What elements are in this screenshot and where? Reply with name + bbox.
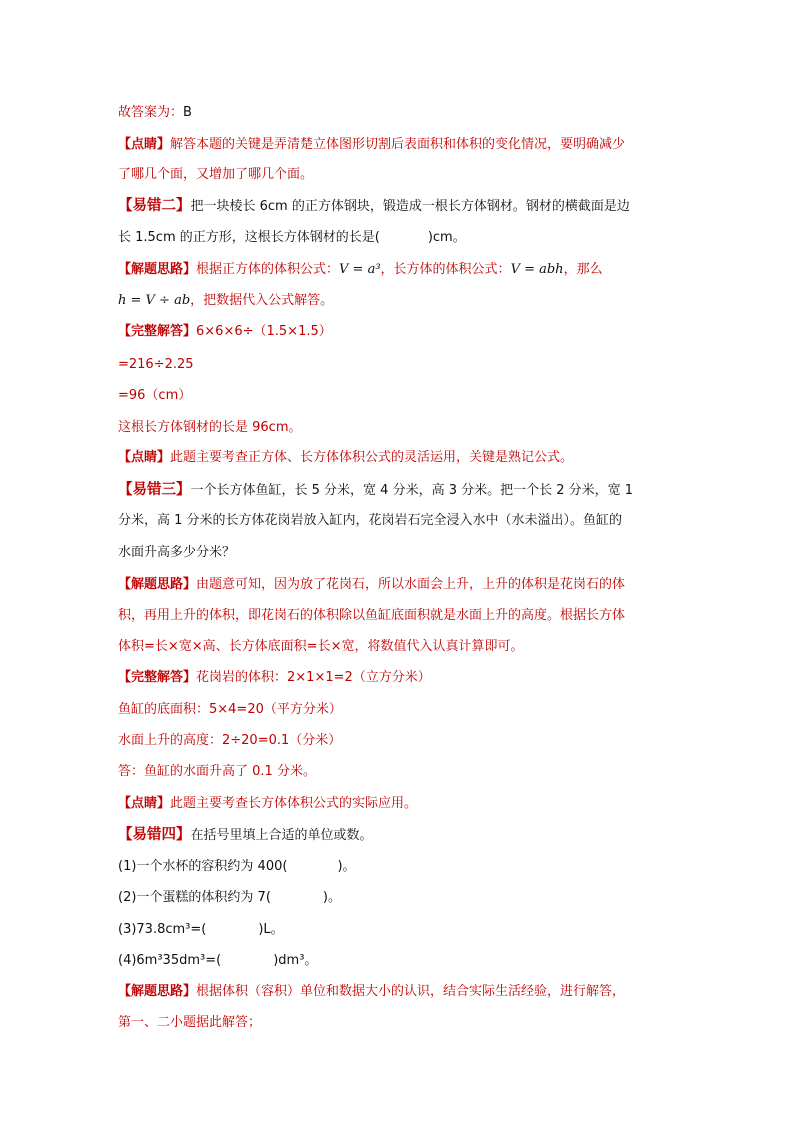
formula-height: h = V ÷ ab (118, 293, 191, 308)
solution3-line4: 答：鱼缸的水面升高了 0.1 分米。 (118, 764, 316, 779)
question-4: (4)6m³35dm³=( )dm³。 (118, 953, 318, 968)
error3-line2: 分米，高 1 分米的长方体花岗岩放入缸内，花岗岩石完全浸入水中（水未溢出）。鱼缸的 (118, 513, 623, 528)
tip1-line2: 了哪几个面，又增加了哪几个面。 (118, 167, 314, 182)
tip-tag: 【点睛】 (118, 450, 171, 465)
idea4-line1: 【解题思路】根据体积（容积）单位和数据大小的认识，结合实际生活经验，进行解答， (118, 984, 626, 999)
answer-line (118, 103, 192, 123)
idea4-line2: 第一、二小题据此解答； (118, 1015, 262, 1030)
tip2-line: 【点睛】此题主要考查正方体、长方体体积公式的灵活运用，关键是熟记公式。 (118, 450, 574, 465)
question-2: (2)一个蛋糕的体积约为 7( )。 (118, 890, 341, 905)
idea-tag: 【解题思路】 (118, 577, 197, 592)
idea3-line1: 【解题思路】由题意可知，因为放了花岗石，所以水面会上升，上升的体积是花岗石的体 (118, 577, 626, 592)
idea2-line1: 【解题思路】根据正方体的体积公式：V = a³，长方体的体积公式：V = abh，那么 (118, 262, 603, 277)
idea3-line2: 积，再用上升的体积，即花岗石的体积除以鱼缸底面积就是水面上升的高度。根据长方体 (118, 608, 626, 623)
tip3-line: 【点睛】此题主要考查长方体体积公式的实际应用。 (118, 796, 418, 811)
tip-tag: 【点睛】 (118, 137, 171, 152)
error2-line1: 【易错二】把一块棱长 6cm 的正方体钢块，锻造成一根长方体钢材。钢材的横截面是边 (118, 198, 630, 214)
formula-cuboid-volume: V = abh (510, 262, 564, 277)
solution2-line3: =96（cm） (118, 388, 192, 403)
solution-tag: 【完整解答】 (118, 670, 197, 685)
idea3-line3: 体积=长×宽×高、长方体底面积=长×宽，将数值代入认真计算即可。 (118, 639, 524, 654)
question-1: (1)一个水杯的容积约为 400( )。 (118, 859, 356, 874)
error4-line: 【易错四】在括号里填上合适的单位或数。 (118, 827, 373, 843)
error2-line2: 长 1.5cm 的正方形，这根长方体钢材的长是( )cm。 (118, 230, 466, 245)
tip1-line1: 【点睛】解答本题的关键是弄清楚立体图形切割后表面积和体积的变化情况，要明确减少 (118, 137, 626, 152)
idea-tag: 【解题思路】 (118, 262, 197, 277)
solution3-line1: 【完整解答】花岗岩的体积：2×1×1=2（立方分米） (118, 670, 431, 685)
formula-cube-volume: V = a³ (339, 262, 381, 277)
idea-tag: 【解题思路】 (118, 984, 197, 999)
answer-value: B (183, 105, 192, 120)
solution3-line3: 水面上升的高度：2÷20=0.1（分米） (118, 733, 342, 748)
error-tag: 【易错三】 (118, 482, 191, 498)
solution2-line2: =216÷2.25 (118, 357, 194, 372)
error3-line3: 水面升高多少分米？ (118, 545, 236, 560)
answer-prefix: 故答案为： (118, 105, 184, 120)
question-3: (3)73.8cm³=( )L。 (118, 922, 284, 937)
tip-tag: 【点睛】 (118, 796, 171, 811)
solution2-line4: 这根长方体钢材的长是 96cm。 (118, 420, 302, 435)
idea2-line2: h = V ÷ ab，把数据代入公式解答。 (118, 293, 334, 308)
error-tag: 【易错四】 (118, 827, 191, 843)
solution2-line1: 【完整解答】6×6×6÷（1.5×1.5） (118, 324, 332, 339)
solution-tag: 【完整解答】 (118, 324, 197, 339)
error-tag: 【易错二】 (118, 198, 191, 214)
solution3-line2: 鱼缸的底面积：5×4=20（平方分米） (118, 702, 342, 717)
error3-line1: 【易错三】一个长方体鱼缸，长 5 分米，宽 4 分米，高 3 分米。把一个长 2 分米，宽 1 (118, 482, 634, 498)
